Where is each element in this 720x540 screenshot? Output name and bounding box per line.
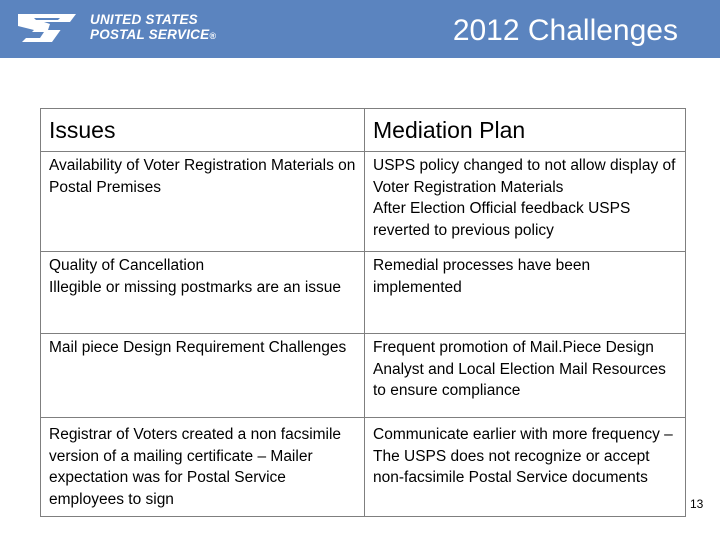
- issues-table: [40, 108, 686, 517]
- column-header-mediation-plan: Mediation Plan: [365, 109, 686, 152]
- plan-text: Communicate earlier with more frequency – The USPS does not recognize or accept non-facsimile Postal Service documents: [373, 426, 673, 486]
- plan-text: Frequent promotion of Mail.Piece Design Analyst and Local Election Mail Resources to ensure compliance: [373, 339, 666, 399]
- plan-cell: [365, 252, 686, 334]
- logo-line-2: POSTAL SERVICE: [90, 27, 210, 42]
- plan-cell: [365, 334, 686, 418]
- table-row: [41, 152, 686, 252]
- issue-text: Registrar of Voters created a non facsimile version of a mailing certificate – Mailer expectation was for Postal Service employees to sign: [49, 426, 342, 508]
- plan-cell: [365, 152, 686, 252]
- slide-title: 2012 Challenges: [452, 14, 678, 47]
- logo-line-1: UNITED STATES: [90, 12, 198, 27]
- plan-cell: [365, 418, 686, 517]
- issue-text: Quality of Cancellation: [49, 257, 205, 274]
- issue-cell: [41, 418, 365, 517]
- table-header-row: [41, 109, 686, 152]
- issue-cell: [41, 334, 365, 418]
- issue-text: Illegible or missing postmarks are an issue: [49, 278, 342, 296]
- page-number: 13: [690, 497, 704, 511]
- usps-logo: [14, 8, 216, 48]
- issue-text: Availability of Voter Registration Materials on Postal Premises: [49, 157, 356, 196]
- plan-text: USPS policy changed to not allow display of Voter Registration Materials: [373, 157, 676, 196]
- usps-eagle-icon: [14, 8, 90, 48]
- table-row: [41, 418, 686, 517]
- header-bar: [0, 0, 720, 58]
- issue-text: Mail piece Design Requirement Challenges: [49, 339, 347, 356]
- plan-text: After Election Official feedback USPS reverted to previous policy: [373, 200, 631, 239]
- issue-cell: [41, 252, 365, 334]
- logo-registered-mark: ®: [209, 31, 217, 41]
- table-row: [41, 334, 686, 418]
- table-row: [41, 252, 686, 334]
- column-header-issues: Issues: [41, 109, 365, 152]
- plan-text: Remedial processes have been implemented: [373, 257, 591, 296]
- issue-cell: [41, 152, 365, 252]
